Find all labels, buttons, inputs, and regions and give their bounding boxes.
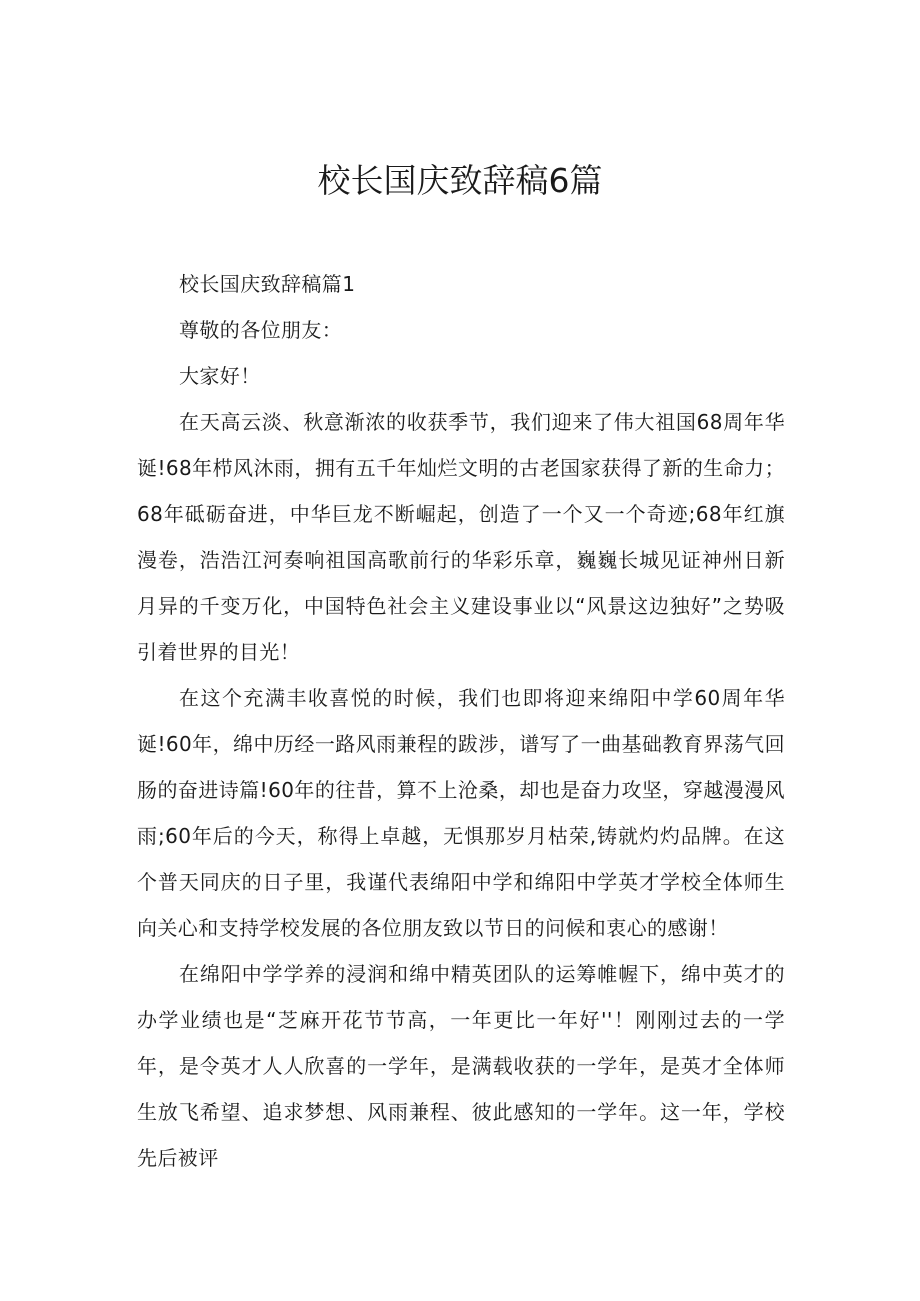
body-paragraph: 在天高云淡、秋意渐浓的收获季节，我们迎来了伟大祖国68周年华诞!68年栉风沐雨，拥有五千年灿烂文明的古老国家获得了新的生命力；68年砥砺奋进，中华巨龙不断崛起，创造了一个又一个奇迹;68年红旗漫卷，浩浩江河奏响祖国高歌前行的华彩乐章，巍巍长城见证神州日新月异的千变万化，中国特色社会主义建设事业以“风景这边独好”之势吸引着世界的目光！ bbox=[137, 410, 785, 664]
section-heading: 校长国庆致辞稿篇1 bbox=[179, 272, 356, 296]
document-body bbox=[137, 261, 785, 1181]
salutation: 尊敬的各位朋友： bbox=[179, 318, 343, 342]
body-paragraph: 在绵阳中学学养的浸润和绵中精英团队的运筹帷幄下，绵中英才的办学业绩也是“芝麻开花节节高，一年更比一年好''！刚刚过去的一学年，是令英才人人欣喜的一学年，是满载收获的一学年，是英才全体师生放飞希望、追求梦想、风雨兼程、彼此感知的一学年。这一年，学校先后被评 bbox=[137, 962, 785, 1170]
document-title: 校长国庆致辞稿6篇 bbox=[317, 161, 603, 200]
body-paragraph: 在这个充满丰收喜悦的时候，我们也即将迎来绵阳中学60周年华诞!60年，绵中历经一路风雨兼程的跋涉，谱写了一曲基础教育界荡气回肠的奋进诗篇!60年的往昔，算不上沧桑，却也是奋力攻坚，穿越漫漫风雨;60年后的今天，称得上卓越，无惧那岁月枯荣,铸就灼灼品牌。在这个普天同庆的日子里，我谨代表绵阳中学和绵阳中学英才学校全体师生向关心和支持学校发展的各位朋友致以节日的问候和衷心的感谢！ bbox=[137, 686, 785, 940]
greeting: 大家好！ bbox=[179, 364, 261, 388]
